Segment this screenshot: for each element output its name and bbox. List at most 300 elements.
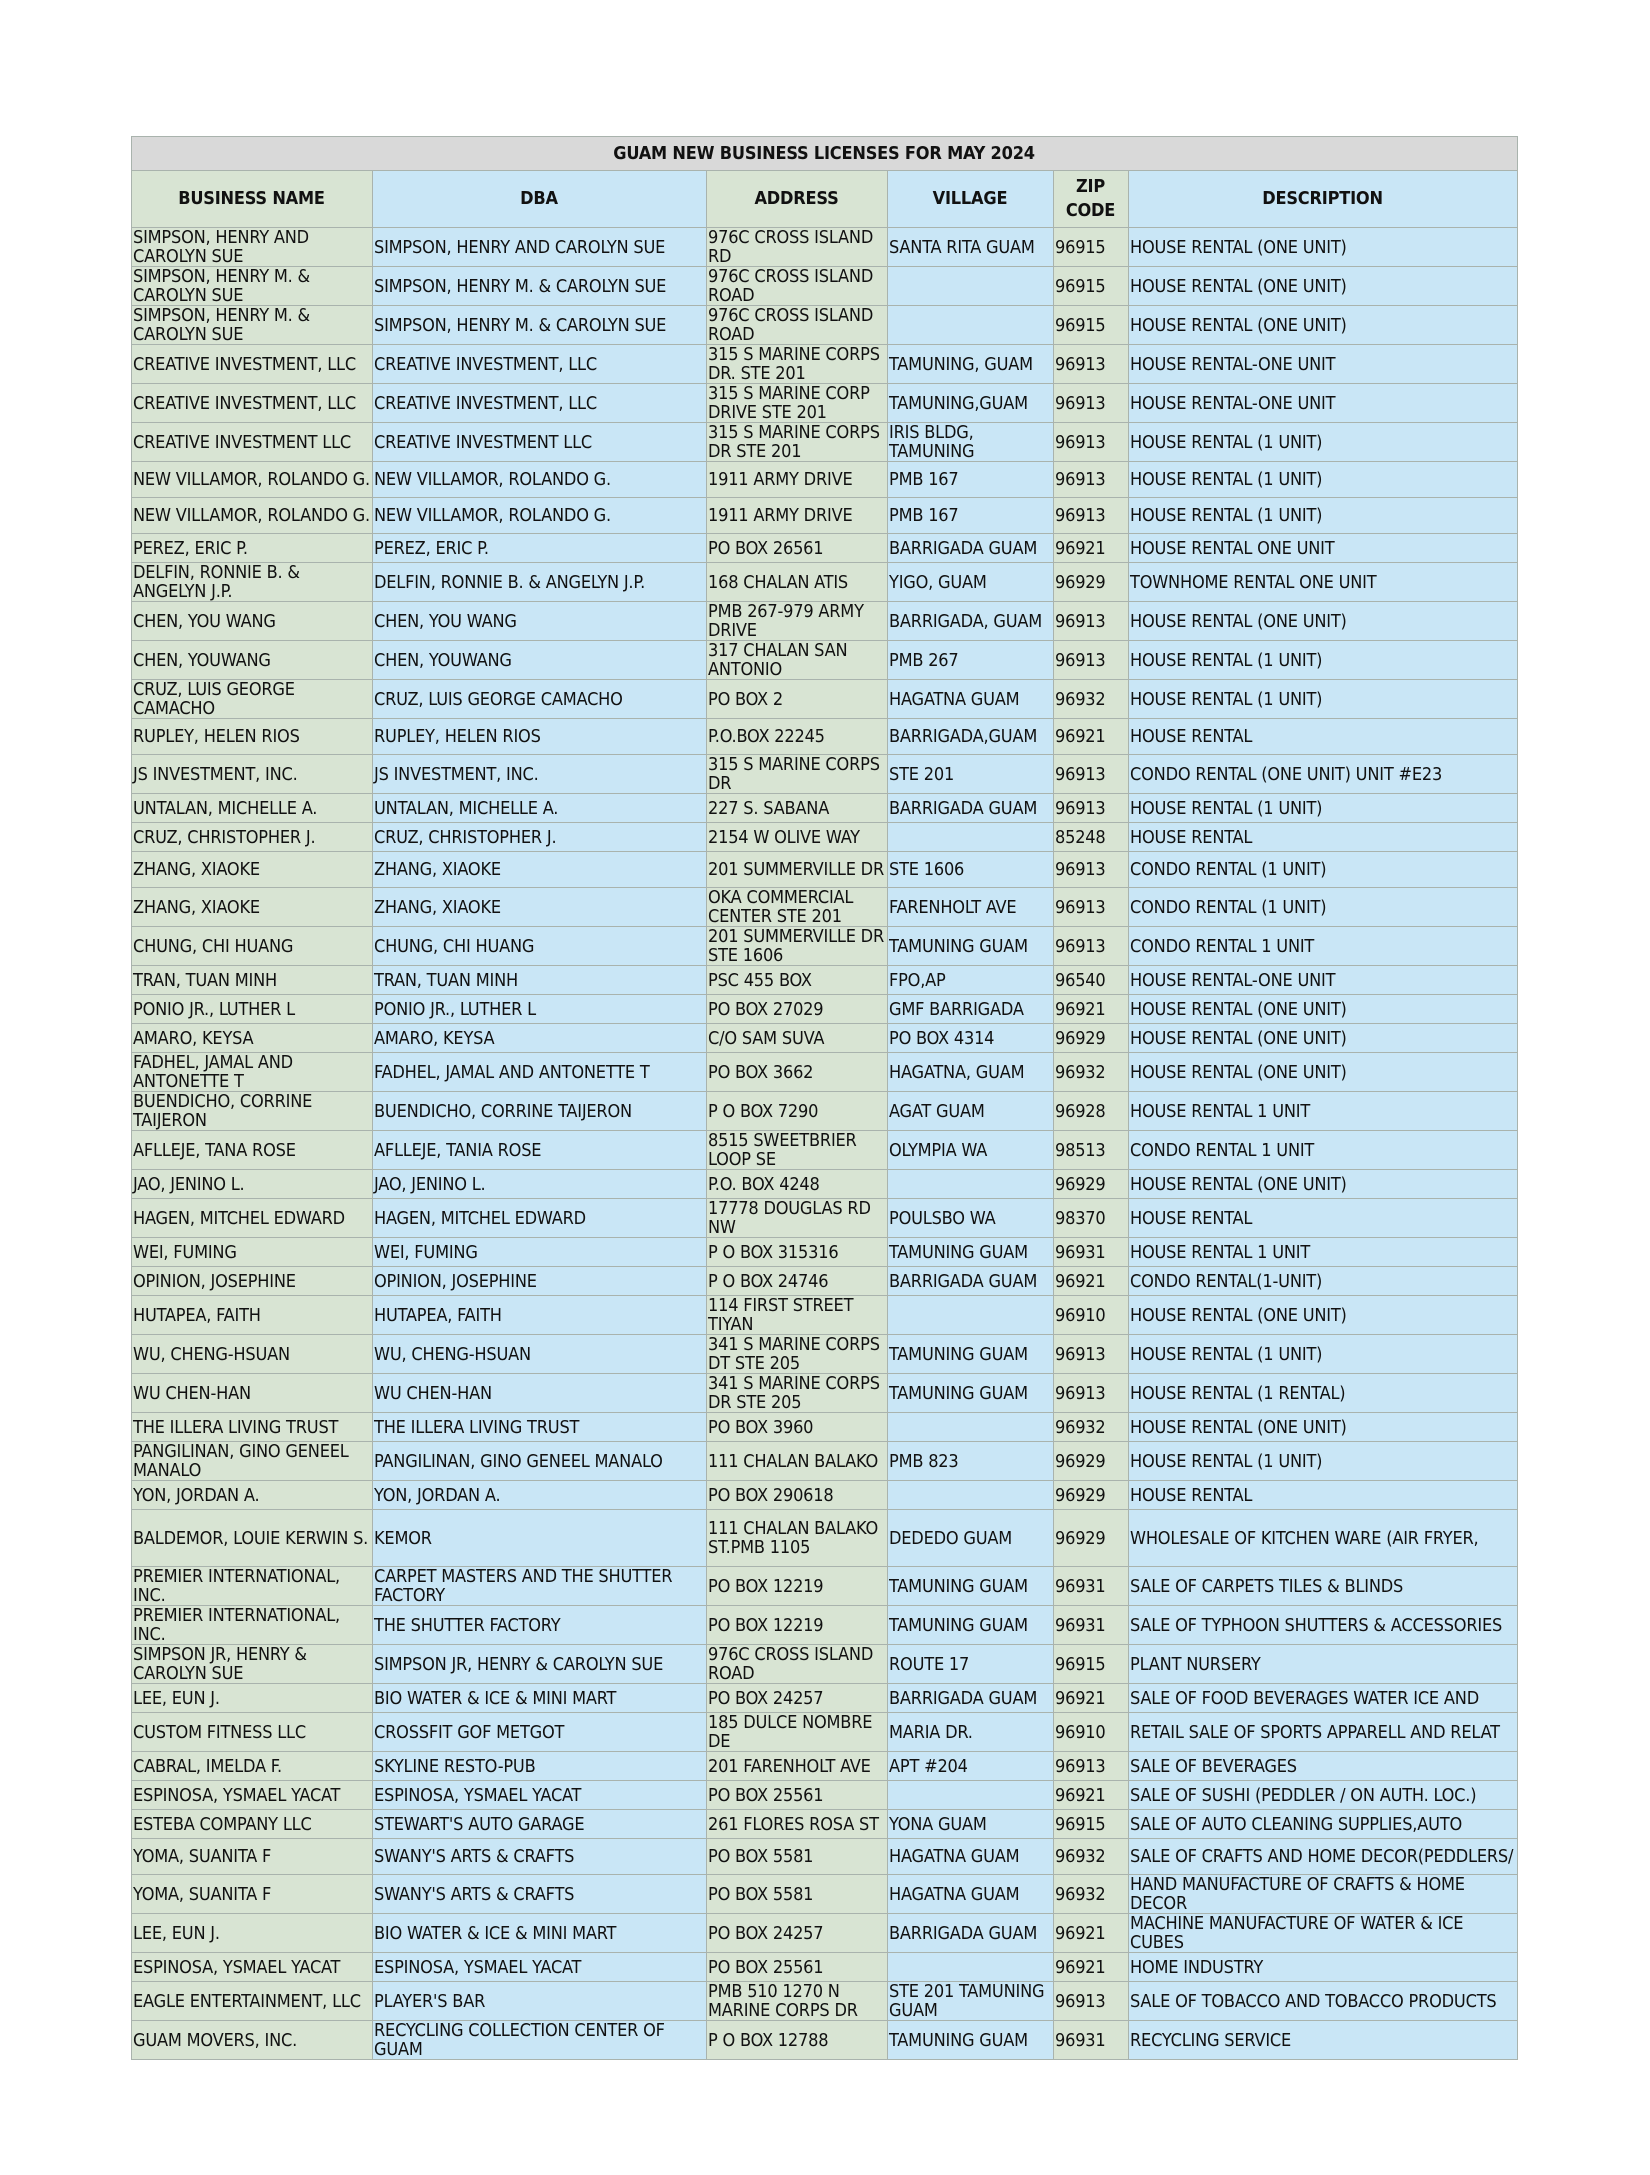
table-row: [132, 423, 1518, 462]
dba-cell: SKYLINE RESTO-PUB: [373, 1752, 707, 1781]
business-name-cell: CHEN, YOU WANG: [132, 602, 373, 641]
zip-code-cell: 96910: [1054, 1296, 1129, 1335]
description-cell: HOUSE RENTAL (ONE UNIT): [1129, 602, 1518, 641]
description-cell: PLANT NURSERY: [1129, 1645, 1518, 1684]
description-cell: HOUSE RENTAL (1 UNIT): [1129, 462, 1518, 498]
zip-code-cell: 96921: [1054, 1914, 1129, 1953]
zip-code-cell: 96913: [1054, 641, 1129, 680]
dba-cell: ZHANG, XIAOKE: [373, 852, 707, 888]
village-cell: BARRIGADA GUAM: [888, 534, 1054, 563]
business-name-cell: JAO, JENINO L.: [132, 1170, 373, 1199]
description-cell: WHOLESALE OF KITCHEN WARE (AIR FRYER,: [1129, 1510, 1518, 1567]
village-cell: OLYMPIA WA: [888, 1131, 1054, 1170]
address-cell: PO BOX 25561: [707, 1781, 888, 1810]
zip-code-cell: 96929: [1054, 1024, 1129, 1053]
table-row: [132, 966, 1518, 995]
table-row: [132, 1296, 1518, 1335]
address-cell: 976C CROSS ISLAND ROAD: [707, 1645, 888, 1684]
dba-cell: JS INVESTMENT, INC.: [373, 755, 707, 794]
business-name-cell: GUAM MOVERS, INC.: [132, 2021, 373, 2060]
address-cell: P O BOX 7290: [707, 1092, 888, 1131]
dba-cell: SIMPSON, HENRY AND CAROLYN SUE: [373, 228, 707, 267]
zip-code-cell: 96931: [1054, 1567, 1129, 1606]
table-row: [132, 852, 1518, 888]
business-name-cell: CUSTOM FITNESS LLC: [132, 1713, 373, 1752]
business-name-cell: UNTALAN, MICHELLE A.: [132, 794, 373, 823]
zip-code-cell: 96931: [1054, 1238, 1129, 1267]
zip-code-cell: 96915: [1054, 1810, 1129, 1839]
village-cell: TAMUNING GUAM: [888, 1567, 1054, 1606]
village-cell: [888, 1170, 1054, 1199]
village-cell: GMF BARRIGADA: [888, 995, 1054, 1024]
description-cell: SALE OF TOBACCO AND TOBACCO PRODUCTS: [1129, 1982, 1518, 2021]
dba-cell: WU CHEN-HAN: [373, 1374, 707, 1413]
business-name-cell: LEE, EUN J.: [132, 1684, 373, 1713]
dba-cell: HUTAPEA, FAITH: [373, 1296, 707, 1335]
column-header-dba: DBA: [373, 171, 707, 228]
village-cell: APT #204: [888, 1752, 1054, 1781]
address-cell: PO BOX 5581: [707, 1875, 888, 1914]
business-name-cell: SIMPSON, HENRY AND CAROLYN SUE: [132, 228, 373, 267]
table-row: [132, 1713, 1518, 1752]
table-row: [132, 1684, 1518, 1713]
dba-cell: NEW VILLAMOR, ROLANDO G.: [373, 498, 707, 534]
table-row: [132, 1567, 1518, 1606]
description-cell: SALE OF CRAFTS AND HOME DECOR(PEDDLERS/: [1129, 1839, 1518, 1875]
village-cell: TAMUNING GUAM: [888, 2021, 1054, 2060]
description-cell: HOUSE RENTAL (ONE UNIT): [1129, 1170, 1518, 1199]
address-cell: PO BOX 26561: [707, 534, 888, 563]
table-row: [132, 345, 1518, 384]
address-cell: 1911 ARMY DRIVE: [707, 498, 888, 534]
address-cell: 111 CHALAN BALAKO ST.PMB 1105: [707, 1510, 888, 1567]
table-row: [132, 1839, 1518, 1875]
zip-code-cell: 96913: [1054, 1982, 1129, 2021]
zip-code-cell: 96913: [1054, 927, 1129, 966]
business-name-cell: ESTEBA COMPANY LLC: [132, 1810, 373, 1839]
description-cell: HOUSE RENTAL (ONE UNIT): [1129, 1053, 1518, 1092]
village-cell: BARRIGADA GUAM: [888, 1914, 1054, 1953]
business-name-cell: BUENDICHO, CORRINE TAIJERON: [132, 1092, 373, 1131]
dba-cell: CRUZ, LUIS GEORGE CAMACHO: [373, 680, 707, 719]
table-row: [132, 680, 1518, 719]
table-row: [132, 2021, 1518, 2060]
address-cell: PO BOX 12219: [707, 1567, 888, 1606]
description-cell: SALE OF SUSHI (PEDDLER / ON AUTH. LOC.): [1129, 1781, 1518, 1810]
dba-cell: SIMPSON, HENRY M. & CAROLYN SUE: [373, 306, 707, 345]
business-name-cell: CRUZ, LUIS GEORGE CAMACHO: [132, 680, 373, 719]
dba-cell: CRUZ, CHRISTOPHER J.: [373, 823, 707, 852]
dba-cell: WU, CHENG-HSUAN: [373, 1335, 707, 1374]
description-cell: HOUSE RENTAL (ONE UNIT): [1129, 267, 1518, 306]
business-name-cell: TRAN, TUAN MINH: [132, 966, 373, 995]
village-cell: TAMUNING, GUAM: [888, 345, 1054, 384]
description-cell: HOUSE RENTAL (ONE UNIT): [1129, 228, 1518, 267]
address-cell: 976C CROSS ISLAND RD: [707, 228, 888, 267]
zip-code-cell: 96540: [1054, 966, 1129, 995]
description-cell: HOUSE RENTAL: [1129, 719, 1518, 755]
dba-cell: JAO, JENINO L.: [373, 1170, 707, 1199]
zip-code-cell: 96913: [1054, 498, 1129, 534]
business-license-table: [131, 136, 1518, 2060]
dba-cell: BIO WATER & ICE & MINI MART: [373, 1914, 707, 1953]
description-cell: HOUSE RENTAL 1 UNIT: [1129, 1092, 1518, 1131]
village-cell: DEDEDO GUAM: [888, 1510, 1054, 1567]
address-cell: 17778 DOUGLAS RD NW: [707, 1199, 888, 1238]
description-cell: HOUSE RENTAL-ONE UNIT: [1129, 966, 1518, 995]
dba-cell: KEMOR: [373, 1510, 707, 1567]
zip-code-cell: 96913: [1054, 462, 1129, 498]
zip-code-cell: 96915: [1054, 306, 1129, 345]
village-cell: YIGO, GUAM: [888, 563, 1054, 602]
business-name-cell: YOMA, SUANITA F: [132, 1839, 373, 1875]
business-name-cell: HAGEN, MITCHEL EDWARD: [132, 1199, 373, 1238]
description-cell: HOUSE RENTAL (ONE UNIT): [1129, 306, 1518, 345]
zip-code-cell: 96913: [1054, 602, 1129, 641]
zip-code-cell: 96913: [1054, 852, 1129, 888]
table-row: [132, 641, 1518, 680]
village-cell: STE 201 TAMUNING GUAM: [888, 1982, 1054, 2021]
zip-code-cell: 98370: [1054, 1199, 1129, 1238]
table-row: [132, 823, 1518, 852]
table-row: [132, 306, 1518, 345]
dba-cell: AMARO, KEYSA: [373, 1024, 707, 1053]
description-cell: HOUSE RENTAL (1 UNIT): [1129, 498, 1518, 534]
address-cell: 315 S MARINE CORP DRIVE STE 201: [707, 384, 888, 423]
address-cell: 976C CROSS ISLAND ROAD: [707, 267, 888, 306]
address-cell: PO BOX 12219: [707, 1606, 888, 1645]
address-cell: PO BOX 25561: [707, 1953, 888, 1982]
dba-cell: NEW VILLAMOR, ROLANDO G.: [373, 462, 707, 498]
village-cell: [888, 1296, 1054, 1335]
table-row: [132, 1092, 1518, 1131]
village-cell: HAGATNA GUAM: [888, 680, 1054, 719]
dba-cell: SWANY'S ARTS & CRAFTS: [373, 1839, 707, 1875]
village-cell: FARENHOLT AVE: [888, 888, 1054, 927]
business-name-cell: OPINION, JOSEPHINE: [132, 1267, 373, 1296]
address-cell: PO BOX 3960: [707, 1413, 888, 1442]
business-name-cell: YOMA, SUANITA F: [132, 1875, 373, 1914]
business-name-cell: PANGILINAN, GINO GENEEL MANALO: [132, 1442, 373, 1481]
description-cell: HOUSE RENTAL: [1129, 1199, 1518, 1238]
table-row: [132, 534, 1518, 563]
zip-code-cell: 96928: [1054, 1092, 1129, 1131]
description-cell: HOUSE RENTAL (1 UNIT): [1129, 680, 1518, 719]
description-cell: HOUSE RENTAL (ONE UNIT): [1129, 1413, 1518, 1442]
village-cell: STE 1606: [888, 852, 1054, 888]
village-cell: FPO,AP: [888, 966, 1054, 995]
village-cell: TAMUNING,GUAM: [888, 384, 1054, 423]
address-cell: 201 SUMMERVILLE DR STE 1606: [707, 927, 888, 966]
zip-code-cell: 96929: [1054, 1481, 1129, 1510]
business-name-cell: CREATIVE INVESTMENT, LLC: [132, 345, 373, 384]
zip-code-cell: 96915: [1054, 228, 1129, 267]
dba-cell: CARPET MASTERS AND THE SHUTTER FACTORY: [373, 1567, 707, 1606]
village-cell: AGAT GUAM: [888, 1092, 1054, 1131]
address-cell: PO BOX 3662: [707, 1053, 888, 1092]
table-row: [132, 755, 1518, 794]
table-row: [132, 1024, 1518, 1053]
zip-code-cell: 96932: [1054, 1839, 1129, 1875]
table-row: [132, 1752, 1518, 1781]
business-name-cell: NEW VILLAMOR, ROLANDO G.: [132, 462, 373, 498]
zip-code-cell: 96913: [1054, 794, 1129, 823]
description-cell: MACHINE MANUFACTURE OF WATER & ICE CUBES: [1129, 1914, 1518, 1953]
dba-cell: STEWART'S AUTO GARAGE: [373, 1810, 707, 1839]
village-cell: PMB 167: [888, 462, 1054, 498]
business-name-cell: SIMPSON, HENRY M. & CAROLYN SUE: [132, 267, 373, 306]
zip-code-cell: 96932: [1054, 1413, 1129, 1442]
business-name-cell: WU CHEN-HAN: [132, 1374, 373, 1413]
dba-cell: CREATIVE INVESTMENT, LLC: [373, 345, 707, 384]
zip-code-cell: 85248: [1054, 823, 1129, 852]
table-row: [132, 1199, 1518, 1238]
dba-cell: DELFIN, RONNIE B. & ANGELYN J.P.: [373, 563, 707, 602]
zip-code-cell: 96921: [1054, 1684, 1129, 1713]
table-row: [132, 1914, 1518, 1953]
table-row: [132, 1982, 1518, 2021]
village-cell: [888, 823, 1054, 852]
business-name-cell: HUTAPEA, FAITH: [132, 1296, 373, 1335]
zip-code-cell: 96913: [1054, 1374, 1129, 1413]
description-cell: HOUSE RENTAL-ONE UNIT: [1129, 345, 1518, 384]
table-row: [132, 1053, 1518, 1092]
table-row: [132, 1267, 1518, 1296]
village-cell: MARIA DR.: [888, 1713, 1054, 1752]
business-name-cell: EAGLE ENTERTAINMENT, LLC: [132, 1982, 373, 2021]
address-cell: 315 S MARINE CORPS DR. STE 201: [707, 345, 888, 384]
sheet-title: GUAM NEW BUSINESS LICENSES FOR MAY 2024: [132, 137, 1518, 171]
table-row: [132, 888, 1518, 927]
village-cell: TAMUNING GUAM: [888, 927, 1054, 966]
title-row: [132, 137, 1518, 171]
address-cell: PMB 267-979 ARMY DRIVE: [707, 602, 888, 641]
village-cell: TAMUNING GUAM: [888, 1335, 1054, 1374]
village-cell: BARRIGADA, GUAM: [888, 602, 1054, 641]
description-cell: HOUSE RENTAL (1 UNIT): [1129, 423, 1518, 462]
description-cell: CONDO RENTAL 1 UNIT: [1129, 927, 1518, 966]
business-name-cell: DELFIN, RONNIE B. & ANGELYN J.P.: [132, 563, 373, 602]
description-cell: RECYCLING SERVICE: [1129, 2021, 1518, 2060]
business-name-cell: YON, JORDAN A.: [132, 1481, 373, 1510]
table-row: [132, 1374, 1518, 1413]
dba-cell: AFLLEJE, TANIA ROSE: [373, 1131, 707, 1170]
address-cell: 341 S MARINE CORPS DT STE 205: [707, 1335, 888, 1374]
village-cell: TAMUNING GUAM: [888, 1374, 1054, 1413]
address-cell: 111 CHALAN BALAKO: [707, 1442, 888, 1481]
business-name-cell: WU, CHENG-HSUAN: [132, 1335, 373, 1374]
village-cell: BARRIGADA GUAM: [888, 1267, 1054, 1296]
table-row: [132, 1510, 1518, 1567]
zip-code-cell: 96929: [1054, 1170, 1129, 1199]
village-cell: POULSBO WA: [888, 1199, 1054, 1238]
zip-code-cell: 96921: [1054, 534, 1129, 563]
description-cell: HOUSE RENTAL: [1129, 1481, 1518, 1510]
dba-cell: ESPINOSA, YSMAEL YACAT: [373, 1781, 707, 1810]
description-cell: SALE OF TYPHOON SHUTTERS & ACCESSORIES: [1129, 1606, 1518, 1645]
business-name-cell: PREMIER INTERNATIONAL, INC.: [132, 1606, 373, 1645]
business-name-cell: JS INVESTMENT, INC.: [132, 755, 373, 794]
zip-code-cell: 96932: [1054, 1875, 1129, 1914]
description-cell: CONDO RENTAL (ONE UNIT) UNIT #E23: [1129, 755, 1518, 794]
business-name-cell: RUPLEY, HELEN RIOS: [132, 719, 373, 755]
zip-code-cell: 96913: [1054, 1752, 1129, 1781]
description-cell: HOUSE RENTAL (ONE UNIT): [1129, 1024, 1518, 1053]
village-cell: HAGATNA, GUAM: [888, 1053, 1054, 1092]
address-cell: 317 CHALAN SAN ANTONIO: [707, 641, 888, 680]
address-cell: 168 CHALAN ATIS: [707, 563, 888, 602]
address-cell: 227 S. SABANA: [707, 794, 888, 823]
dba-cell: THE SHUTTER FACTORY: [373, 1606, 707, 1645]
description-cell: HOUSE RENTAL (1 UNIT): [1129, 641, 1518, 680]
dba-cell: RUPLEY, HELEN RIOS: [373, 719, 707, 755]
dba-cell: CHEN, YOU WANG: [373, 602, 707, 641]
business-name-cell: CHEN, YOUWANG: [132, 641, 373, 680]
address-cell: PO BOX 5581: [707, 1839, 888, 1875]
dba-cell: HAGEN, MITCHEL EDWARD: [373, 1199, 707, 1238]
dba-cell: YON, JORDAN A.: [373, 1481, 707, 1510]
village-cell: [888, 1953, 1054, 1982]
dba-cell: PLAYER'S BAR: [373, 1982, 707, 2021]
village-cell: HAGATNA GUAM: [888, 1875, 1054, 1914]
address-cell: P O BOX 315316: [707, 1238, 888, 1267]
address-cell: 8515 SWEETBRIER LOOP SE: [707, 1131, 888, 1170]
table-row: [132, 1953, 1518, 1982]
dba-cell: THE ILLERA LIVING TRUST: [373, 1413, 707, 1442]
dba-cell: TRAN, TUAN MINH: [373, 966, 707, 995]
description-cell: HOUSE RENTAL (ONE UNIT): [1129, 1296, 1518, 1335]
zip-code-cell: 96913: [1054, 888, 1129, 927]
description-cell: HOME INDUSTRY: [1129, 1953, 1518, 1982]
table-row: [132, 267, 1518, 306]
table-row: [132, 228, 1518, 267]
dba-cell: UNTALAN, MICHELLE A.: [373, 794, 707, 823]
description-cell: RETAIL SALE OF SPORTS APPARELL AND RELAT: [1129, 1713, 1518, 1752]
address-cell: 2154 W OLIVE WAY: [707, 823, 888, 852]
dba-cell: RECYCLING COLLECTION CENTER OF GUAM: [373, 2021, 707, 2060]
business-name-cell: AFLLEJE, TANA ROSE: [132, 1131, 373, 1170]
business-name-cell: CREATIVE INVESTMENT LLC: [132, 423, 373, 462]
address-cell: 341 S MARINE CORPS DR STE 205: [707, 1374, 888, 1413]
dba-cell: PANGILINAN, GINO GENEEL MANALO: [373, 1442, 707, 1481]
business-name-cell: CREATIVE INVESTMENT, LLC: [132, 384, 373, 423]
dba-cell: SWANY'S ARTS & CRAFTS: [373, 1875, 707, 1914]
zip-code-cell: 96929: [1054, 1510, 1129, 1567]
table-row: [132, 1606, 1518, 1645]
village-cell: [888, 1413, 1054, 1442]
village-cell: PMB 167: [888, 498, 1054, 534]
zip-code-cell: 96929: [1054, 1442, 1129, 1481]
business-name-cell: SIMPSON, HENRY M. & CAROLYN SUE: [132, 306, 373, 345]
description-cell: CONDO RENTAL 1 UNIT: [1129, 1131, 1518, 1170]
description-cell: CONDO RENTAL(1-UNIT): [1129, 1267, 1518, 1296]
zip-code-cell: 96932: [1054, 680, 1129, 719]
address-cell: 1911 ARMY DRIVE: [707, 462, 888, 498]
description-cell: HOUSE RENTAL: [1129, 823, 1518, 852]
table-row: [132, 1335, 1518, 1374]
address-cell: 201 SUMMERVILLE DR: [707, 852, 888, 888]
village-cell: [888, 1481, 1054, 1510]
address-cell: P.O.BOX 22245: [707, 719, 888, 755]
address-cell: 201 FARENHOLT AVE: [707, 1752, 888, 1781]
table-row: [132, 927, 1518, 966]
description-cell: CONDO RENTAL (1 UNIT): [1129, 888, 1518, 927]
zip-code-cell: 96921: [1054, 1953, 1129, 1982]
business-name-cell: PONIO JR., LUTHER L: [132, 995, 373, 1024]
column-header-zip-code: ZIP CODE: [1054, 171, 1129, 228]
description-cell: SALE OF FOOD BEVERAGES WATER ICE AND: [1129, 1684, 1518, 1713]
table-row: [132, 1645, 1518, 1684]
zip-code-cell: 96913: [1054, 755, 1129, 794]
village-cell: BARRIGADA GUAM: [888, 794, 1054, 823]
dba-cell: WEI, FUMING: [373, 1238, 707, 1267]
description-cell: HOUSE RENTAL (1 UNIT): [1129, 1442, 1518, 1481]
address-cell: 185 DULCE NOMBRE DE: [707, 1713, 888, 1752]
village-cell: PMB 267: [888, 641, 1054, 680]
dba-cell: CROSSFIT GOF METGOT: [373, 1713, 707, 1752]
table-row: [132, 1442, 1518, 1481]
table-row: [132, 498, 1518, 534]
business-name-cell: CHUNG, CHI HUANG: [132, 927, 373, 966]
business-name-cell: WEI, FUMING: [132, 1238, 373, 1267]
description-cell: HOUSE RENTAL (1 RENTAL): [1129, 1374, 1518, 1413]
business-name-cell: LEE, EUN J.: [132, 1914, 373, 1953]
column-header-business-name: BUSINESS NAME: [132, 171, 373, 228]
village-cell: HAGATNA GUAM: [888, 1839, 1054, 1875]
dba-cell: CREATIVE INVESTMENT, LLC: [373, 384, 707, 423]
dba-cell: SIMPSON JR, HENRY & CAROLYN SUE: [373, 1645, 707, 1684]
zip-code-cell: 96921: [1054, 1781, 1129, 1810]
column-header-village: VILLAGE: [888, 171, 1054, 228]
table-row: [132, 563, 1518, 602]
zip-code-cell: 96921: [1054, 1267, 1129, 1296]
business-name-cell: CRUZ, CHRISTOPHER J.: [132, 823, 373, 852]
zip-code-cell: 96910: [1054, 1713, 1129, 1752]
header-row: [132, 171, 1518, 228]
address-cell: 315 S MARINE CORPS DR: [707, 755, 888, 794]
village-cell: [888, 267, 1054, 306]
village-cell: PO BOX 4314: [888, 1024, 1054, 1053]
zip-code-cell: 96932: [1054, 1053, 1129, 1092]
zip-code-cell: 98513: [1054, 1131, 1129, 1170]
zip-code-cell: 96931: [1054, 1606, 1129, 1645]
column-header-description: DESCRIPTION: [1129, 171, 1518, 228]
address-cell: OKA COMMERCIAL CENTER STE 201: [707, 888, 888, 927]
address-cell: C/O SAM SUVA: [707, 1024, 888, 1053]
table-row: [132, 384, 1518, 423]
address-cell: 315 S MARINE CORPS DR STE 201: [707, 423, 888, 462]
table-body: [132, 228, 1518, 2060]
address-cell: 976C CROSS ISLAND ROAD: [707, 306, 888, 345]
address-cell: PSC 455 BOX: [707, 966, 888, 995]
business-name-cell: PREMIER INTERNATIONAL, INC.: [132, 1567, 373, 1606]
description-cell: SALE OF BEVERAGES: [1129, 1752, 1518, 1781]
description-cell: HOUSE RENTAL-ONE UNIT: [1129, 384, 1518, 423]
table-row: [132, 1810, 1518, 1839]
village-cell: BARRIGADA GUAM: [888, 1684, 1054, 1713]
dba-cell: CHUNG, CHI HUANG: [373, 927, 707, 966]
description-cell: SALE OF AUTO CLEANING SUPPLIES,AUTO: [1129, 1810, 1518, 1839]
description-cell: HOUSE RENTAL ONE UNIT: [1129, 534, 1518, 563]
village-cell: TAMUNING GUAM: [888, 1238, 1054, 1267]
dba-cell: CHEN, YOUWANG: [373, 641, 707, 680]
business-name-cell: NEW VILLAMOR, ROLANDO G.: [132, 498, 373, 534]
address-cell: 261 FLORES ROSA ST: [707, 1810, 888, 1839]
description-cell: HOUSE RENTAL 1 UNIT: [1129, 1238, 1518, 1267]
business-name-cell: PEREZ, ERIC P.: [132, 534, 373, 563]
zip-code-cell: 96913: [1054, 1335, 1129, 1374]
dba-cell: BUENDICHO, CORRINE TAIJERON: [373, 1092, 707, 1131]
